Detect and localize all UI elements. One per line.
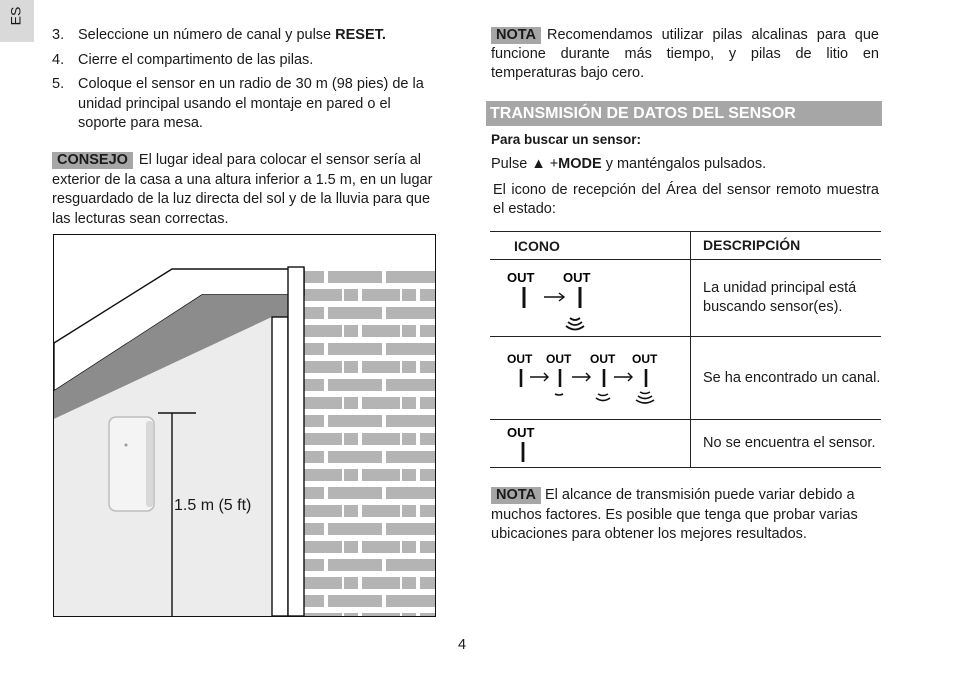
subheading: Para buscar un sensor: [491,132,642,147]
list-item [52,51,442,71]
table-row [490,260,881,337]
out-label: OUT [563,270,591,285]
section-title: TRANSMISIÓN DE DATOS DEL SENSOR [486,101,882,126]
step-text: Coloque el sensor en un radio de 30 m (98 pies) de la unidad principal usando el montaje en pared o el soporte para mesa. [78,76,424,131]
height-label: 1.5 m (5 ft) [174,497,252,514]
out-label: OUT [546,352,572,366]
up-arrow-icon: ▲ [531,156,546,172]
found-channel-icon [490,337,691,420]
out-label: OUT [507,352,533,366]
column-header-description: DESCRIPCIÓN [691,232,882,260]
step-number: 4. [52,51,65,68]
step-number: 3. [52,27,65,43]
row-description: No se encuentra el sensor. [691,420,882,468]
column-header-icon: ICONO [490,232,691,260]
note-label: NOTA [491,27,541,44]
table-row [490,337,881,420]
table-row [490,420,881,468]
step-number: 5. [52,76,65,92]
sensor-placement-illustration [53,234,436,617]
out-label: OUT [632,352,658,366]
tip-paragraph [52,151,438,229]
list-item [52,26,442,46]
tip-text: El lugar ideal para colocar el sensor sería al exterior de la casa a una altura inferior a 1.5 m, en un lugar resguardado de la luz directa del sol y de la lluvia para que las lecturas sean correctas. [52,152,433,227]
searching-icon [490,260,691,337]
page-number: 4 [458,637,467,653]
note-bottom [491,486,883,545]
table-header-row [490,232,881,260]
out-label: OUT [590,352,616,366]
no-sensor-icon [490,420,691,468]
note-text: El alcance de transmisión puede variar debido a muchos factores. Es posible que tenga que probar varias ubicaciones para obtener los mejores resultados. [491,487,858,542]
description: El icono de recepción del Área del sensor remoto muestra el estado: [493,182,879,217]
steps-list [52,26,442,139]
note-top [491,26,879,83]
out-label: OUT [507,425,535,440]
pulse-instruction: Pulse ▲ +MODE y manténgalos pulsados. [491,156,767,172]
note-text: Recomendamos utilizar pilas alcalinas para que funcione durante más tiempo, y pilas de litio en temperaturas bajo cero. [491,27,879,81]
row-description: Se ha encontrado un canal. [691,337,882,420]
step-text: Cierre el compartimento de las pilas. [78,51,314,68]
row-description: La unidad principal está buscando sensor(es). [691,260,882,337]
language-tab [0,0,34,42]
icon-table [490,231,881,468]
list-item [52,75,442,134]
tip-label: CONSEJO [52,152,133,169]
note-label: NOTA [491,487,541,504]
step-text: Seleccione un número de canal y pulse RESET. [78,27,386,43]
language-label: ES [7,6,24,26]
sensor-device [109,417,154,511]
out-label: OUT [507,270,535,285]
